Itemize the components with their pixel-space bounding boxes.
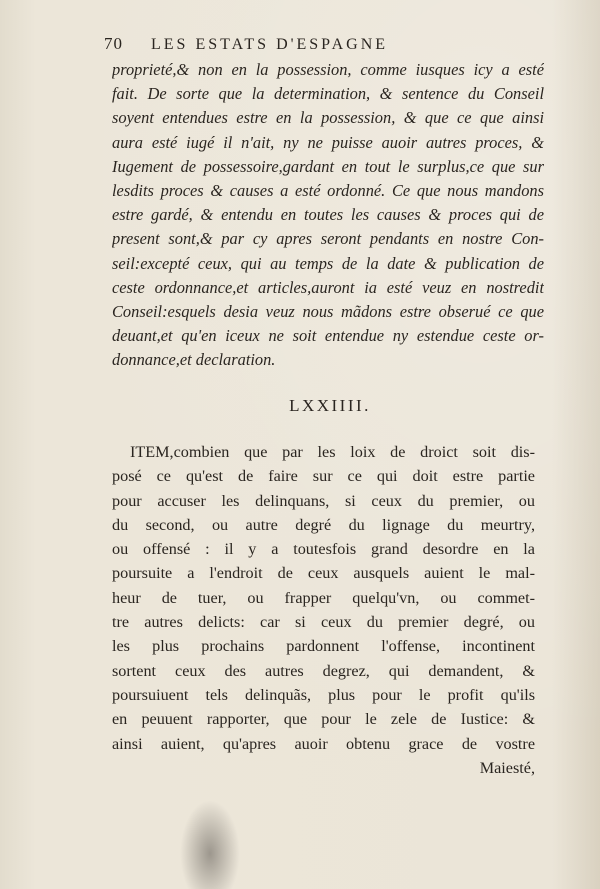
text-line: lesdits proces & causes a esté ordonné. Ce que nous mandons (112, 181, 544, 201)
text-line: sortent ceux des autres degrez, qui demandent, & (112, 661, 535, 680)
text-line: ainsi auient, qu'apres auoir obtenu grace de vostre (112, 734, 535, 753)
text-line: proprieté,& non en la possession, comme iusques icy a esté (112, 60, 544, 79)
text-line: seil:excepté ceux, qui au temps de la date & publication de (112, 253, 544, 273)
text-line: deuant,et qu'en iceux ne soit entendue ny estendue ceste or- (112, 326, 544, 346)
text-line: tre autres delicts: car si ceux du premier degré, ou (112, 613, 535, 632)
catchword: Maiesté, (479, 758, 535, 777)
text-line: Iugement de possessoire,gardant en tout le surplus,ce que sur (112, 156, 544, 176)
text-line: en peuuent rapporter, que pour le zele de Iustice: & (112, 710, 535, 729)
text-line: aura esté iugé il n'ait, ny ne puisse auoir autres proces, & (112, 132, 544, 152)
ink-stain (180, 800, 240, 889)
page-number: 70 (104, 34, 123, 53)
text-line: donnance,et declaration. (112, 350, 276, 370)
running-head (104, 34, 544, 54)
italic-paragraph (112, 58, 544, 373)
article-paragraph (112, 440, 535, 780)
text-line: Conseil:esquels desia veuz nous mãdons estre obserué ce que (112, 302, 544, 322)
article-heading: LXXIIII. (289, 396, 371, 415)
text-line: les plus prochains pardonnent l'offense, incontinent (112, 637, 535, 656)
text-line: du second, ou autre degré du lignage du meurtry, (112, 515, 535, 534)
running-title: LES ESTATS D'ESPAGNE (151, 36, 389, 53)
text-line: ITEM,combien que par les loix de droict soit dis- (130, 443, 535, 461)
text-line: estre gardé, & entendu en toutes les causes & proces qui de (112, 205, 544, 225)
text-line: poursuiuent tels delinquãs, plus pour le profit qu'ils (112, 685, 535, 704)
text-line: ou offensé : il y a toutesfois grand desordre en la (112, 540, 535, 559)
text-line: ceste ordonnance,et articles,auront ia esté veuz en nostredit (112, 277, 544, 297)
text-line: present sont,& par cy apres seront pendants en nostre Con- (112, 229, 544, 249)
text-line: pour accuser les delinquans, si ceux du premier, ou (112, 491, 535, 510)
text-line: poursuite a l'endroit de ceux ausquels auient le mal- (112, 564, 535, 583)
text-line: heur de tuer, ou frapper quelqu'vn, ou commet- (112, 588, 535, 607)
text-line: soyent entendues estre en la possession, & que ce que ainsi (112, 108, 544, 128)
text-line: posé ce qu'est de faire sur ce qui doit estre partie (112, 467, 535, 486)
text-line: fait. De sorte que la determination, & sentence du Conseil (112, 84, 544, 104)
